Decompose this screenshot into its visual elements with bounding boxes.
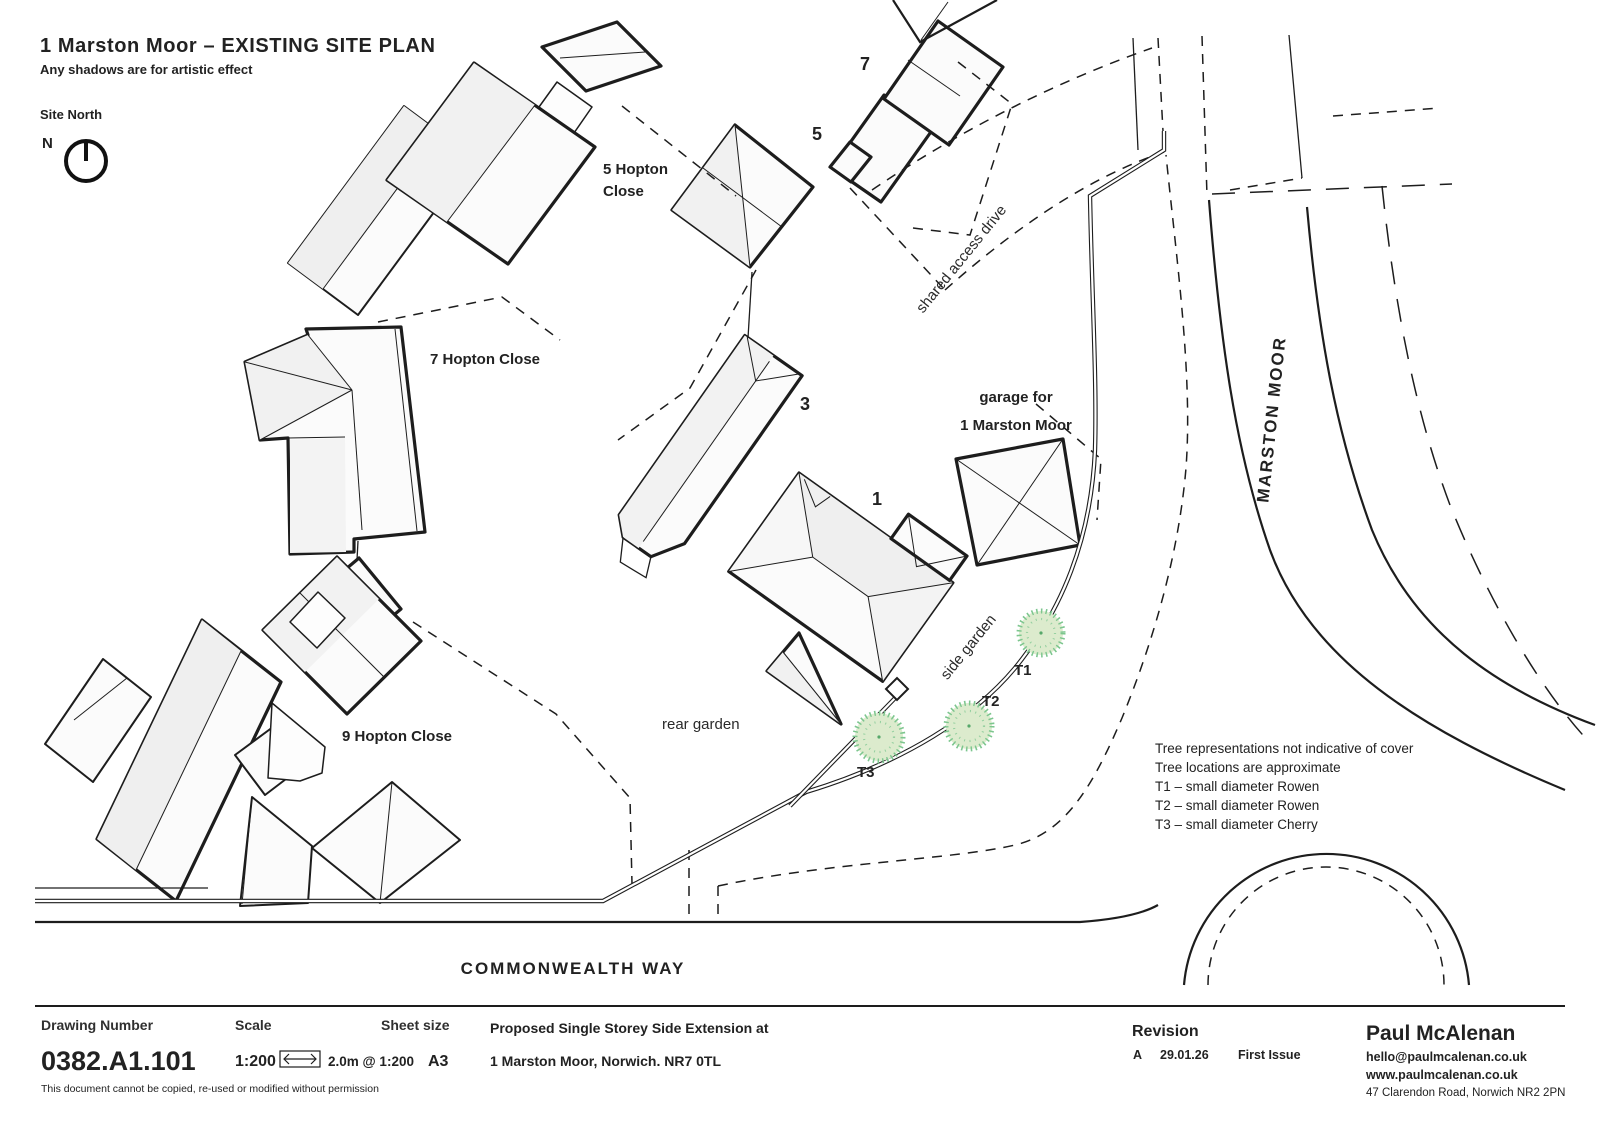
scale-bar-text: 2.0m @ 1:200 (328, 1054, 414, 1069)
sheet-size-value: A3 (428, 1053, 449, 1070)
title-block (35, 1006, 1565, 1099)
house-number-1: 1 (872, 489, 883, 509)
revision-rev: A (1133, 1048, 1143, 1062)
drawing-number-label: Drawing Number (41, 1017, 154, 1033)
house-number-3: 3 (800, 394, 811, 414)
tree-notes (1155, 741, 1414, 832)
author-name: Paul McAlenan (1366, 1022, 1516, 1045)
building-outline (542, 22, 661, 91)
page-title: 1 Marston Moor – EXISTING SITE PLAN (40, 35, 436, 57)
project-title-line1: Proposed Single Storey Side Extension at (490, 1020, 769, 1036)
svg-text:1 Marston Moor: 1 Marston Moor (960, 417, 1072, 434)
north-letter: N (42, 135, 53, 152)
garage-1-marston-moor (956, 439, 1080, 565)
label-T1: T1 (1014, 662, 1032, 679)
label-T2: T2 (982, 693, 1000, 710)
label-9-hopton-close: 9 Hopton Close (342, 728, 453, 745)
boundary-connector (748, 272, 752, 338)
house-number-5: 5 (812, 124, 823, 144)
label-5-hopton-close: 5 Hopton (603, 161, 668, 178)
roof-face (290, 438, 346, 553)
project-title-line2: 1 Marston Moor, Norwich. NR7 0TL (490, 1053, 722, 1069)
label-commonwealth-way: COMMONWEALTH WAY (460, 959, 686, 978)
label-side-garden: side garden (937, 611, 1000, 683)
commonwealth-way-kerb (35, 905, 1158, 922)
site-north-label: Site North (40, 107, 103, 122)
author-email: hello@paulmcalenan.co.uk (1366, 1050, 1527, 1064)
label-marston-moor: MARSTON MOOR (1253, 335, 1290, 504)
svg-text:Close: Close (603, 183, 644, 200)
scale-label: Scale (235, 1017, 272, 1033)
revision-label: Revision (1132, 1023, 1199, 1040)
svg-text:T1 – small diameter Rowen: T1 – small diameter Rowen (1155, 779, 1320, 794)
label-rear-garden: rear garden (662, 716, 740, 733)
roundabout-kerb (1184, 854, 1469, 985)
revision-date: 29.01.26 (1160, 1048, 1209, 1062)
house-1-porch (767, 633, 841, 724)
scale-bar-icon (280, 1051, 320, 1067)
roundabout-inner (1208, 867, 1444, 985)
bay-outline (268, 703, 325, 781)
house-1-marston-moor (729, 449, 971, 682)
label-7-hopton-close: 7 Hopton Close (430, 351, 541, 368)
sheet-size-label: Sheet size (381, 1017, 450, 1033)
tree-T1 (1019, 611, 1063, 655)
revision-desc: First Issue (1238, 1048, 1301, 1062)
svg-text:T3 – small diameter Cherry: T3 – small diameter Cherry (1155, 817, 1318, 832)
north-compass-icon (66, 141, 106, 181)
tree-T3 (855, 713, 903, 761)
scale-value: 1:200 (235, 1053, 276, 1070)
hopton-5-7-buildings (672, 0, 1003, 267)
svg-text:Tree representations not indic: Tree representations not indicative of cover (1155, 741, 1414, 756)
label-shared-access-drive: shared access drive (912, 201, 1011, 317)
page-subtitle: Any shadows are for artistic effect (40, 62, 253, 77)
path-post (886, 678, 908, 700)
svg-text:T2 – small diameter Rowen: T2 – small diameter Rowen (1155, 798, 1320, 813)
svg-text:Tree locations are approximate: Tree locations are approximate (1155, 760, 1341, 775)
label-T3: T3 (857, 764, 875, 781)
author-website: www.paulmcalenan.co.uk (1366, 1068, 1518, 1082)
drawing-number: 0382.A1.101 (41, 1046, 196, 1076)
marston-moor-east-kerb (1307, 207, 1595, 725)
author-address: 47 Clarendon Road, Norwich NR2 2PN (1366, 1087, 1566, 1099)
house-number-7: 7 (860, 54, 871, 74)
label-garage: garage for (979, 389, 1053, 406)
copyright-note: This document cannot be copied, re-used or modified without permission (41, 1083, 379, 1095)
